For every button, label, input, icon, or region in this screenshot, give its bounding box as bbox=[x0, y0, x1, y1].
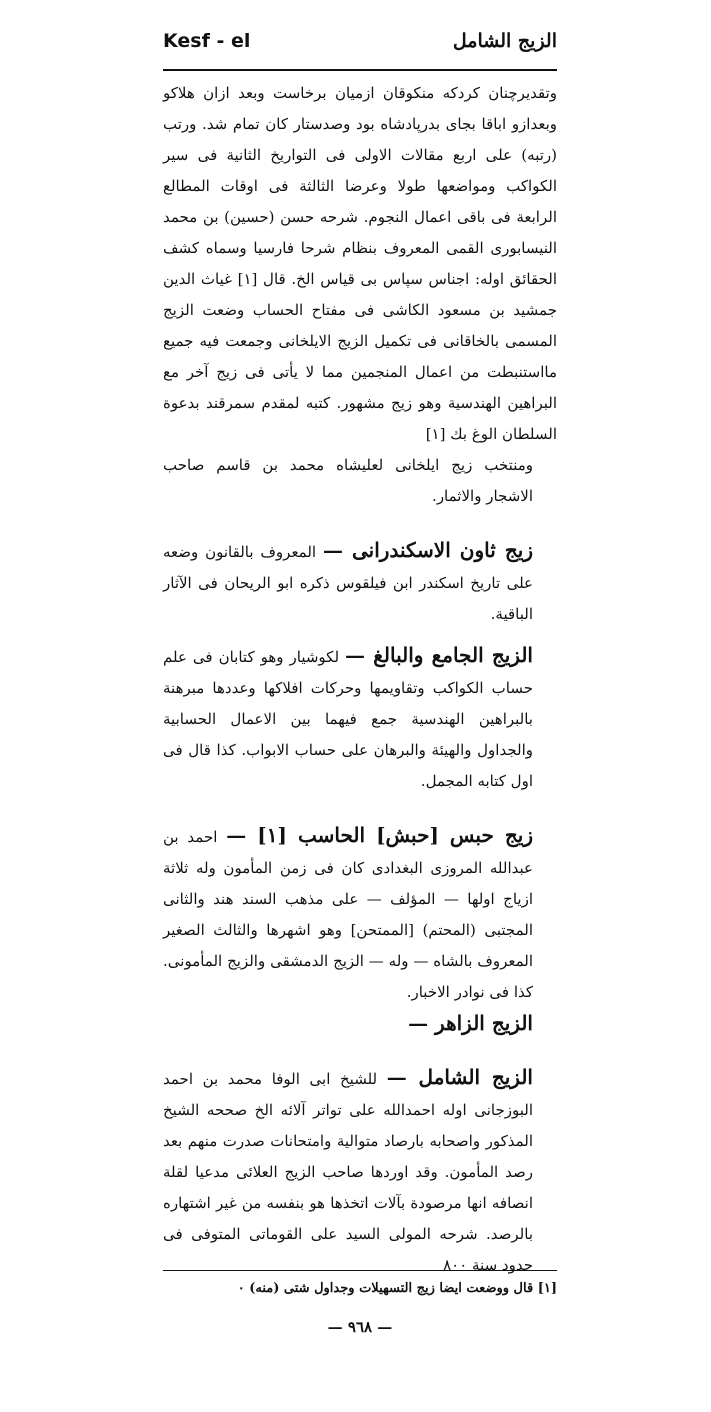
running-title: الزيج الشامل bbox=[452, 30, 557, 52]
footnote: [١] قال ووضعت ايضا زيج التسهيلات وجداول شتى (منه) ٠ bbox=[237, 1281, 557, 1296]
entry-heading: زيج ثاون الاسكندرانى — bbox=[322, 538, 533, 562]
entry-paragraph bbox=[163, 640, 557, 797]
spacer bbox=[163, 797, 557, 820]
spacer bbox=[163, 1039, 557, 1062]
entry-text: لكوشيار وهو كتابان فى علم حساب الكواكب وتقاويمها وحركات افلاكها وعددها مبرهنة بالبراهين الهندسية جمع فيهما بين الاعمال الحسابية والجداول والهيئة والبرهان على حساب الابواب. كذا قال فى اول كتابه المجمل. bbox=[163, 648, 533, 790]
entry-text: للشيخ ابى الوفا محمد بن احمد البوزجانى اوله احمدالله على تواتر آلائه الخ صححه الشيخ المذكور واصحابه بارصاد متوالية وامتحانات صدرت منهم بعد رصد المأمون. وقد اوردها صاحب الزيج العلائى مدعيا لقلة انصافه انها مرصودة بآلات اتخذها هو بنفسه من غير اشتهاره بالرصد. شرحه المولى السيد على القوماتى المتوفى فى حدود سنة ٨٠٠ bbox=[163, 1070, 533, 1274]
entry-text: احمد بن عبدالله المروزى البغدادى كان فى زمن المأمون وله ثلاثة ازياج اولها — المؤلف — على مذهب السند هند والثانى المجتبى (المحتم) [الممتحن] وهو اشهرها والثالث الصغير المعروف بالشاه — وله — الزيج الدمشقى والزيج المأمونى. كذا فى نوادر الاخبار. bbox=[163, 828, 533, 1001]
entry-heading: زيج حبس [حبش] الحاسب [١] — bbox=[226, 823, 533, 847]
footnote-rule bbox=[163, 1270, 557, 1271]
spacer bbox=[163, 512, 557, 535]
entry-text: المعروف بالقانون وضعه على تاريخ اسكندر ابن فيلقوس ذكره ابو الريحان فى الآثار الباقية. bbox=[163, 543, 533, 623]
paragraph: وتقديرچنان كردكه منكوقان ازميان برخاست وبعد ازان هلاكو وبعدازو اباقا بجاى بدرپادشاه بود وصدستار كان تمام شد. ورتب (رتبه) على اربع مقالات الاولى فى التواريخ الثانية فى سير الكواكب ومواضعها طولا وعرضا الثالثة فى اوقات المطالع الرابعة فى باقى اعمال النجوم. شرحه حسن (حسين) بن محمد النيسابورى القمى المعروف بنظام شرحا فارسيا وسماه كشف الحقائق اوله: اجناس سپاس بى قياس الخ. قال [١] غياث الدين جمشيد بن مسعود الكاشى فى مفتاح الحساب وضعت الزيج المسمى بالخاقانى فى تكميل الزيج الايلخانى وجمعت فيه جميع مااستنبطت من اعمال المنجمين مما لا يأتى فى زيج آخر مع البراهين الهندسية وهو زيج مشهور. كتبه لمقدم سمرقند بدعوة السلطان الوغ بك [١] bbox=[163, 84, 557, 443]
running-code: Kesf - el bbox=[163, 30, 251, 52]
header-rule bbox=[163, 69, 557, 71]
entry-paragraph bbox=[163, 820, 557, 1008]
entry-heading: الزيج الجامع والبالغ — bbox=[345, 643, 533, 667]
entry-heading: الزيج الشامل — bbox=[386, 1065, 533, 1089]
body-text bbox=[163, 78, 557, 1281]
entry-paragraph bbox=[163, 1062, 557, 1281]
spacer bbox=[163, 630, 557, 640]
entry-paragraph bbox=[163, 535, 557, 630]
page-number: — ٩٦٨ — bbox=[327, 1318, 393, 1336]
running-header bbox=[163, 30, 557, 66]
paragraph: ومنتخب زيج ايلخانى لعليشاه محمد بن قاسم صاحب الاشجار والاثمار. bbox=[163, 456, 533, 505]
entry-heading-solo: الزيج الزاهر — bbox=[408, 1011, 533, 1035]
